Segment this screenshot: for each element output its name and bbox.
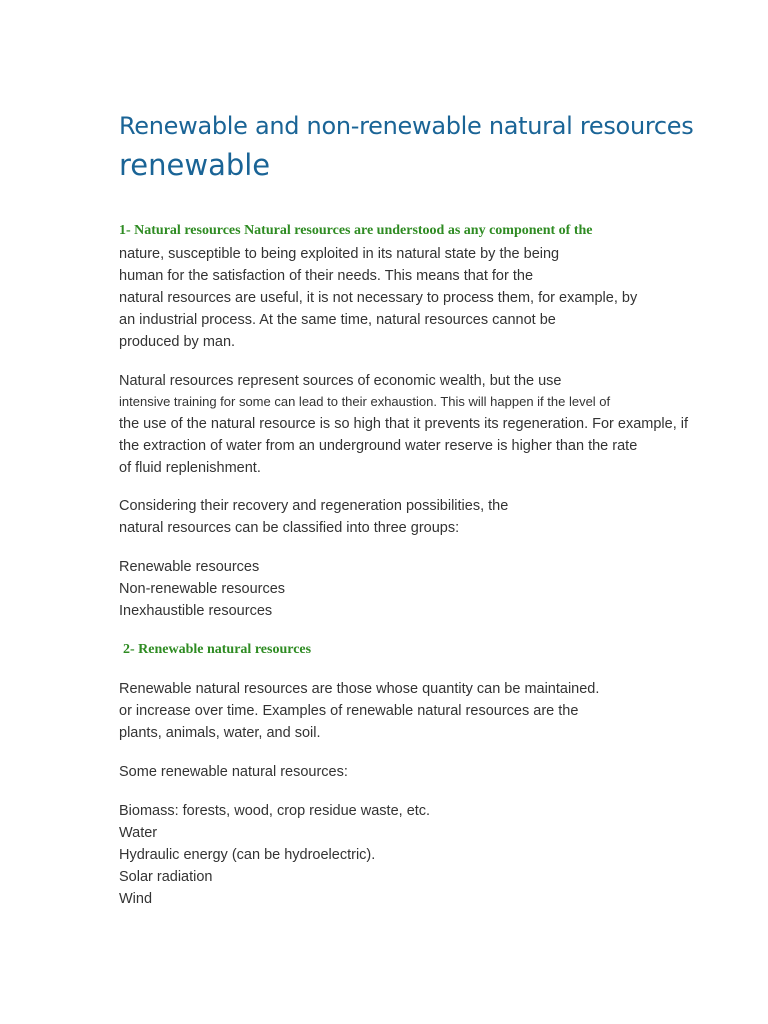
list-item: Water xyxy=(119,825,158,841)
paragraph-line: the extraction of water from an underground water reserve is higher than the rate xyxy=(119,438,638,454)
paragraph-line: or increase over time. Examples of renewable natural resources are the xyxy=(119,703,579,719)
paragraph-line: human for the satisfaction of their needs. This means that for the xyxy=(119,268,534,284)
paragraph-line: the use of the natural resource is so high that it prevents its regeneration. For example, if xyxy=(119,416,689,432)
paragraph-line: Considering their recovery and regeneration possibilities, the xyxy=(119,498,509,514)
list-item: Wind xyxy=(119,891,153,907)
paragraph-line: nature, susceptible to being exploited in its natural state by the being xyxy=(119,246,560,262)
paragraph-line: Natural resources represent sources of economic wealth, but the use xyxy=(119,373,562,389)
page-title: Renewable and non-renewable natural resources xyxy=(119,112,694,140)
list-item: Renewable resources xyxy=(119,559,260,575)
list-item: Biomass: forests, wood, crop residue waste, etc. xyxy=(119,803,431,819)
list-item: Non-renewable resources xyxy=(119,581,286,597)
paragraph-line: Some renewable natural resources: xyxy=(119,764,348,780)
section-2-heading: 2- Renewable natural resources xyxy=(123,642,312,657)
section-1-heading: 1- Natural resources Natural resources are understood as any component of the xyxy=(119,223,593,238)
page-subtitle: renewable xyxy=(119,148,271,182)
paragraph-line: an industrial process. At the same time, natural resources cannot be xyxy=(119,312,556,328)
paragraph-line: of fluid replenishment. xyxy=(119,460,261,476)
paragraph-line: intensive training for some can lead to their exhaustion. This will happen if the level of xyxy=(119,394,611,409)
paragraph-line: natural resources are useful, it is not necessary to process them, for example, by xyxy=(119,290,638,306)
paragraph-line: natural resources can be classified into three groups: xyxy=(119,520,460,536)
list-item: Inexhaustible resources xyxy=(119,603,273,619)
paragraph-line: plants, animals, water, and soil. xyxy=(119,725,321,741)
list-item: Solar radiation xyxy=(119,869,213,885)
paragraph-line: produced by man. xyxy=(119,334,236,350)
paragraph-line: Renewable natural resources are those whose quantity can be maintained. xyxy=(119,681,600,697)
list-item: Hydraulic energy (can be hydroelectric). xyxy=(119,847,376,863)
